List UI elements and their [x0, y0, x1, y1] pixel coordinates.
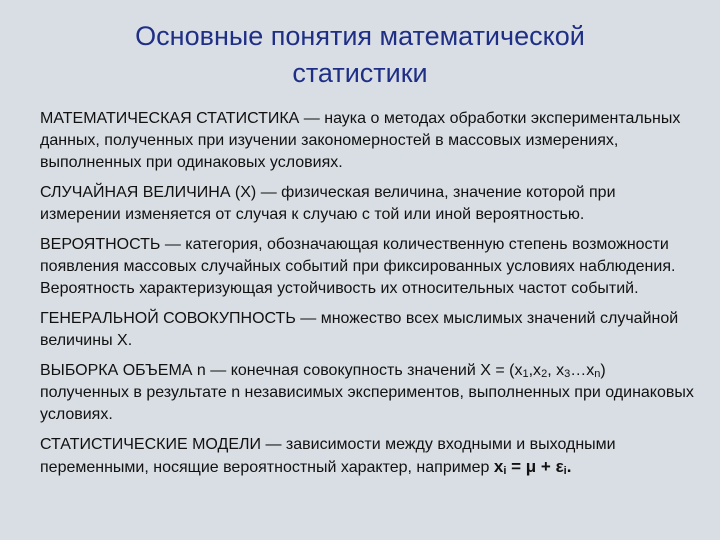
- formula-period: .: [566, 457, 572, 476]
- sample-text-suffix: ) полученных в результате n независимых экспериментов, выполненных при одинаковых условиях.: [40, 362, 694, 423]
- models-text-prefix: СТАТИСТИЧЕСКИЕ МОДЕЛИ — зависимости между входными и выходными переменными, носящие вероятностный характер, например: [40, 436, 616, 476]
- definition-probability: ВЕРОЯТНОСТЬ — категория, обозначающая количественную степень возможности появления массовых случайных событий при фиксированных условиях наблюдения. Вероятность характеризующая устойчивость их относительных частот событий.: [40, 236, 676, 297]
- slide-title-line-1: Основные понятия математической: [135, 21, 585, 51]
- formula-equals-mu-epsilon: = μ + ε: [506, 457, 564, 476]
- slide-title: [40, 18, 680, 92]
- formula-subscript-i-1: i: [503, 465, 507, 477]
- slide-title-line-2: статистики: [292, 58, 428, 88]
- definition-general-population: ГЕНЕРАЛЬНОЙ СОВОКУПНОСТЬ — множество всех мыслимых значений случайной величины X.: [40, 310, 679, 349]
- formula-x: x: [493, 457, 504, 476]
- sample-text-mid-3: …x: [570, 362, 595, 379]
- sample-subscript-1: 1: [522, 368, 529, 380]
- sample-subscript-2: 2: [541, 368, 548, 380]
- definition-mathematical-statistics: МАТЕМАТИЧЕСКАЯ СТАТИСТИКА — наука о методах обработки экспериментальных данных, полученных при изучении закономерностей в массовых измерениях, выполненных при одинаковых условиях.: [40, 110, 681, 171]
- sample-text-prefix: ВЫБОРКА ОБЪЕМА n — конечная совокупность значений X = (x: [40, 362, 523, 379]
- sample-text-mid-1: ,x: [528, 362, 542, 379]
- sample-subscript-n: n: [594, 368, 601, 380]
- definition-sample-size: [40, 360, 698, 426]
- definition-statistical-models: [40, 434, 698, 479]
- slide-body: [40, 108, 698, 479]
- sample-subscript-3: 3: [564, 368, 571, 380]
- formula-subscript-i-2: i: [563, 465, 567, 477]
- sample-text-mid-2: , x: [547, 362, 565, 379]
- definition-random-variable: СЛУЧАЙНАЯ ВЕЛИЧИНА (X) — физическая величина, значение которой при измерении изменяется от случая к случаю с той или иной вероятностью.: [40, 184, 616, 223]
- model-formula: [494, 457, 572, 476]
